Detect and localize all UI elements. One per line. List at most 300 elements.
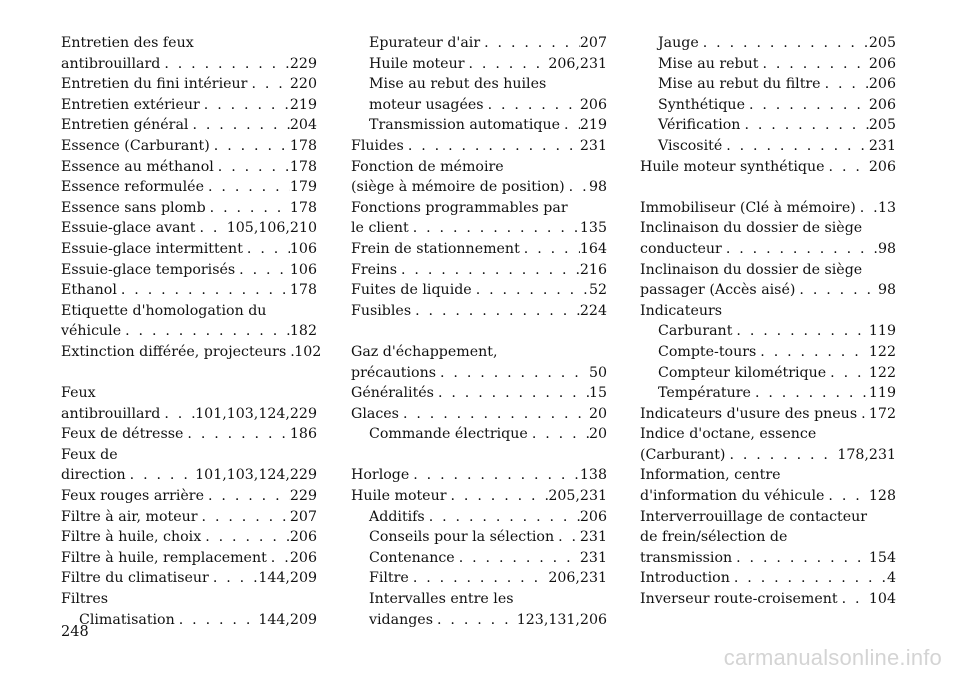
index-page-ref: 164	[579, 240, 607, 257]
index-page-ref: 15	[588, 385, 607, 402]
index-entry	[640, 54, 896, 75]
dot-leader	[732, 321, 869, 342]
dot-leader	[198, 507, 290, 528]
index-column-3	[640, 33, 896, 610]
index-term: Commande électrique	[369, 426, 528, 443]
index-page-ref: 105,106,210	[226, 220, 317, 237]
index-term: Essuie-glace avant	[61, 220, 196, 237]
index-page-ref: 119	[868, 323, 896, 340]
index-page-ref: 206	[579, 508, 607, 525]
index-page-ref: 13	[877, 199, 896, 216]
index-entry	[640, 301, 896, 322]
index-entry	[351, 177, 607, 198]
dot-leader	[725, 445, 837, 466]
dot-leader	[399, 404, 589, 425]
index-term: d'information du véhicule	[640, 488, 825, 505]
dot-leader	[740, 115, 868, 136]
index-term: Essence (Carburant)	[61, 137, 210, 154]
index-entry	[351, 260, 607, 281]
index-entry	[640, 424, 896, 445]
index-term: Compte-tours	[658, 343, 757, 360]
index-term: Additifs	[369, 508, 425, 525]
index-entry	[61, 321, 317, 342]
index-page-ref: 206	[868, 96, 896, 113]
index-entry	[61, 280, 317, 301]
index-column-2	[351, 33, 607, 630]
index-term: Entretien extérieur	[61, 96, 200, 113]
dot-leader	[201, 527, 290, 548]
index-entry	[351, 363, 607, 384]
index-page-ref: 144,209	[258, 570, 317, 587]
dot-leader	[826, 363, 869, 384]
index-entry	[351, 445, 607, 466]
dot-leader	[214, 157, 290, 178]
index-page-ref: 122	[868, 343, 896, 360]
index-page-ref: 122	[868, 364, 896, 381]
index-entry	[61, 177, 317, 198]
index-entry	[640, 198, 896, 219]
index-page-ref: 186	[289, 426, 317, 443]
index-term: Feux de détresse	[61, 426, 184, 443]
index-page-ref: 123,131,206	[516, 611, 607, 628]
index-entry	[351, 404, 607, 425]
index-term: Huile moteur synthétique	[640, 158, 825, 175]
index-entry	[61, 445, 317, 466]
dot-leader	[397, 260, 580, 281]
dot-leader	[821, 74, 869, 95]
index-term: Introduction	[640, 570, 730, 587]
index-page-ref: 206	[289, 549, 317, 566]
dot-leader	[204, 486, 290, 507]
index-term: Jauge	[658, 35, 699, 51]
index-page-ref: 119	[868, 385, 896, 402]
index-entry	[640, 157, 896, 178]
index-term: vidanges	[369, 611, 433, 628]
index-term: Mise au rebut	[658, 55, 759, 72]
index-term: Inclinaison du dossier de siège	[640, 261, 863, 278]
index-entry	[640, 404, 896, 425]
index-entry	[351, 54, 607, 75]
index-entry	[640, 445, 896, 466]
index-term: Extinction différée, projecteurs	[61, 343, 287, 360]
index-page-ref: 206	[868, 158, 896, 175]
index-entry	[640, 218, 896, 239]
index-term: véhicule	[61, 323, 122, 340]
index-entry	[351, 383, 607, 404]
index-term: Indicateurs	[640, 302, 723, 319]
dot-leader	[409, 218, 580, 239]
dot-leader	[175, 610, 259, 631]
index-entry	[61, 507, 317, 528]
index-term: Essuie-glace temporisés	[61, 261, 236, 278]
dot-leader	[411, 301, 580, 322]
index-term: Filtre	[369, 570, 409, 587]
index-page-ref: 220	[289, 76, 317, 93]
index-entry	[351, 33, 607, 54]
index-term: Horloge	[351, 467, 410, 484]
index-page-ref: 144,209	[258, 611, 317, 628]
index-page-ref: 98	[588, 179, 607, 196]
index-entry	[61, 527, 317, 548]
dot-leader	[200, 95, 290, 116]
index-entry	[61, 136, 317, 157]
index-term: moteur usagées	[369, 96, 484, 113]
index-entry	[61, 74, 317, 95]
index-term: Epurateur d'air	[369, 35, 481, 51]
index-entry	[640, 363, 896, 384]
dot-leader	[465, 54, 549, 75]
dot-leader	[857, 404, 869, 425]
index-entry	[61, 54, 317, 75]
dot-leader	[758, 54, 868, 75]
index-term: antibrouillard	[61, 405, 161, 422]
index-term: Vérification	[658, 117, 741, 134]
index-term: Essence reformulée	[61, 179, 204, 196]
index-page-ref: 178	[289, 158, 317, 175]
index-term: (siège à mémoire de position)	[351, 179, 565, 196]
index-term: passager (Accès aisé)	[640, 282, 796, 299]
index-page-ref: 231	[579, 549, 607, 566]
index-entry	[640, 383, 896, 404]
index-page-ref: 206	[868, 55, 896, 72]
index-page-ref: 229	[289, 55, 317, 72]
dot-leader	[126, 465, 195, 486]
index-entry	[61, 486, 317, 507]
index-page-ref: 50	[588, 364, 607, 381]
index-entry	[351, 198, 607, 219]
index-column-1	[61, 33, 322, 630]
dot-leader	[117, 280, 290, 301]
index-term: Fuites de liquide	[351, 282, 472, 299]
index-term: Entretien général	[61, 117, 189, 134]
index-entry	[61, 198, 317, 219]
index-page-ref: 4	[886, 570, 896, 587]
index-page-ref: 98	[877, 282, 896, 299]
index-page-ref: 206,231	[548, 570, 607, 587]
index-page-ref: 106	[289, 240, 317, 257]
index-term: Feux	[61, 385, 96, 402]
index-term: Gaz d'échappement,	[351, 343, 498, 360]
index-term: Synthétique	[658, 96, 745, 113]
dot-leader	[235, 260, 290, 281]
index-page-ref: 178,231	[837, 446, 896, 463]
index-entry	[351, 486, 607, 507]
index-entry	[351, 568, 607, 589]
index-entry	[61, 424, 317, 445]
dot-leader	[121, 321, 290, 342]
index-page-ref: 182	[289, 323, 317, 340]
index-page-ref: 206	[868, 76, 896, 93]
index-term: Indice d'octane, essence	[640, 426, 817, 443]
index-page-ref: 224	[579, 302, 607, 319]
index-entry	[61, 33, 317, 54]
index-page-ref: 154	[868, 549, 896, 566]
index-page-ref: 205	[868, 35, 896, 51]
dot-leader	[455, 548, 580, 569]
index-page-ref: 101,103,124,229	[195, 467, 317, 484]
dot-leader	[838, 589, 869, 610]
index-term: Essence sans plomb	[61, 199, 206, 216]
index-page-ref: 135	[579, 220, 607, 237]
index-term: Immobiliseur (Clé à mémoire)	[640, 199, 856, 216]
dot-leader	[409, 568, 549, 589]
dot-leader	[756, 342, 869, 363]
dot-leader	[204, 177, 290, 198]
index-term: Inclinaison du dossier de siège	[640, 220, 863, 237]
index-page-ref: 204	[289, 117, 317, 134]
index-term: Frein de stationnement	[351, 240, 520, 257]
dot-leader	[247, 74, 289, 95]
index-page-ref: 102	[294, 343, 322, 360]
index-page-ref: 206	[579, 96, 607, 113]
index-entry	[351, 218, 607, 239]
index-entry	[640, 527, 896, 548]
index-term: Fluides	[351, 137, 404, 154]
dot-leader	[699, 33, 869, 54]
index-term: Freins	[351, 261, 397, 278]
dot-leader	[434, 383, 589, 404]
dot-leader	[472, 280, 589, 301]
index-entry	[351, 280, 607, 301]
index-entry	[351, 301, 607, 322]
index-term: conducteur	[640, 240, 722, 257]
index-entry	[640, 507, 896, 528]
index-page-ref: 231	[579, 529, 607, 546]
index-page-ref: 205	[868, 117, 896, 134]
index-term: Feux de	[61, 446, 118, 463]
index-entry	[351, 548, 607, 569]
index-term: transmission	[640, 549, 733, 566]
index-entry	[351, 589, 607, 610]
index-term: Fonctions programmables par	[351, 199, 568, 216]
index-entry	[61, 404, 317, 425]
index-page-ref: 178	[289, 282, 317, 299]
index-entry	[61, 548, 317, 569]
index-page-ref: 52	[588, 282, 607, 299]
index-page-ref: 229	[289, 488, 317, 505]
index-entry	[61, 568, 317, 589]
index-page-ref: 138	[579, 467, 607, 484]
index-entry	[351, 157, 607, 178]
index-entry	[351, 95, 607, 116]
dot-leader	[484, 95, 580, 116]
index-term: Filtre du climatiseur	[61, 570, 209, 587]
site-watermark: carmanualsonline.info	[723, 645, 942, 670]
page-number: 248	[61, 624, 89, 640]
dot-leader	[188, 115, 289, 136]
index-page-ref: 20	[588, 405, 607, 422]
index-entry	[351, 321, 607, 342]
index-page-ref: 172	[868, 405, 896, 422]
index-term: (Carburant)	[640, 446, 726, 463]
dot-leader	[528, 424, 589, 445]
index-page-ref: 231	[868, 137, 896, 154]
index-term: Inverseur route-croisement	[640, 591, 838, 608]
index-page-ref: 231	[579, 137, 607, 154]
index-entry	[640, 465, 896, 486]
index-term: précautions	[351, 364, 437, 381]
dot-leader	[730, 568, 887, 589]
dot-leader	[565, 177, 589, 198]
index-page-ref: 98	[877, 240, 896, 257]
index-entry	[61, 342, 322, 363]
index-entry	[61, 589, 317, 610]
index-entry	[61, 115, 317, 136]
dot-leader	[160, 404, 195, 425]
index-entry	[640, 321, 896, 342]
index-term: Huile moteur	[351, 488, 447, 505]
index-entry	[640, 280, 896, 301]
dot-leader	[745, 95, 869, 116]
dot-leader	[267, 548, 290, 569]
index-entry	[640, 548, 896, 569]
index-entry	[61, 239, 317, 260]
index-entry	[351, 136, 607, 157]
index-term: Filtre à huile, remplacement	[61, 549, 267, 566]
index-entry	[640, 589, 896, 610]
dot-leader	[210, 136, 290, 157]
index-term: Etiquette d'homologation du	[61, 302, 267, 319]
index-entry	[61, 610, 317, 631]
dot-leader	[433, 610, 517, 631]
index-page-ref: 206	[289, 529, 317, 546]
index-entry	[61, 465, 317, 486]
dot-leader	[554, 527, 580, 548]
index-term: Entretien des feux	[61, 35, 194, 51]
index-entry	[640, 95, 896, 116]
index-term: Conseils pour la sélection	[369, 529, 555, 546]
index-term: Essuie-glace intermittent	[61, 240, 243, 257]
dot-leader	[436, 363, 589, 384]
index-page-ref: 106	[289, 261, 317, 278]
index-term: Indicateurs d'usure des pneus	[640, 405, 858, 422]
index-term: Mise au rebut du filtre	[658, 76, 821, 93]
dot-leader	[520, 239, 580, 260]
index-entry	[640, 136, 896, 157]
index-term: Essence au méthanol	[61, 158, 214, 175]
index-page-ref: 219	[289, 96, 317, 113]
index-term: Huile moteur	[369, 55, 465, 72]
index-term: Fonction de mémoire	[351, 158, 504, 175]
index-page-ref: 219	[579, 117, 607, 134]
index-entry	[351, 507, 607, 528]
index-page-ref: 178	[289, 137, 317, 154]
index-page-ref: 101,103,124,229	[195, 405, 317, 422]
dot-leader	[722, 239, 878, 260]
index-term: Intervalles entre les	[369, 591, 514, 608]
dot-leader	[404, 136, 580, 157]
dot-leader	[480, 33, 580, 54]
dot-leader	[824, 486, 869, 507]
dot-leader	[751, 383, 869, 404]
index-term: Glaces	[351, 405, 399, 422]
dot-leader	[183, 424, 289, 445]
index-term: le client	[351, 220, 409, 237]
dot-leader	[195, 218, 226, 239]
index-entry	[640, 260, 896, 281]
index-page-ref: 178	[289, 199, 317, 216]
index-page-ref: 206,231	[548, 55, 607, 72]
index-term: Fusibles	[351, 302, 412, 319]
index-term: Filtre à huile, choix	[61, 529, 202, 546]
dot-leader	[447, 486, 549, 507]
dot-leader	[795, 280, 878, 301]
index-entry	[640, 177, 896, 198]
index-term: Ethanol	[61, 282, 117, 299]
index-term: Filtre à air, moteur	[61, 508, 198, 525]
index-entry	[640, 239, 896, 260]
index-entry	[61, 363, 317, 384]
index-entry	[351, 342, 607, 363]
index-page-ref: 20	[588, 426, 607, 443]
index-term: direction	[61, 467, 126, 484]
index-entry	[640, 568, 896, 589]
index-term: Contenance	[369, 549, 455, 566]
dot-leader	[560, 115, 580, 136]
index-entry	[61, 383, 317, 404]
index-page-ref: 128	[868, 488, 896, 505]
index-page-ref: 216	[579, 261, 607, 278]
dot-leader	[722, 136, 869, 157]
index-entry	[351, 115, 607, 136]
dot-leader	[286, 342, 294, 363]
index-term: Feux rouges arrière	[61, 488, 204, 505]
dot-leader	[209, 568, 259, 589]
index-term: Généralités	[351, 385, 434, 402]
index-entry	[61, 260, 317, 281]
index-entry	[61, 301, 317, 322]
index-entry	[640, 115, 896, 136]
index-term: Interverrouillage de contacteur	[640, 508, 868, 525]
index-entry	[351, 527, 607, 548]
index-page-ref: 207	[289, 508, 317, 525]
index-term: Transmission automatique	[369, 117, 561, 134]
index-entry	[61, 157, 317, 178]
dot-leader	[409, 465, 580, 486]
index-term: Compteur kilométrique	[658, 364, 827, 381]
index-entry	[640, 33, 896, 54]
dot-leader	[243, 239, 290, 260]
index-term: Carburant	[658, 323, 733, 340]
index-entry	[640, 486, 896, 507]
index-page-ref: 104	[868, 591, 896, 608]
dot-leader	[206, 198, 290, 219]
index-term: Entretien du fini intérieur	[61, 76, 248, 93]
index-entry	[351, 424, 607, 445]
index-term: Température	[658, 385, 751, 402]
index-page-ref: 207	[579, 35, 607, 51]
dot-leader	[425, 507, 580, 528]
index-entry	[351, 465, 607, 486]
index-entry	[351, 239, 607, 260]
index-term: Viscosité	[658, 137, 723, 154]
dot-leader	[732, 548, 869, 569]
index-term: Climatisation	[79, 611, 175, 628]
index-term: Filtres	[61, 591, 109, 608]
dot-leader	[856, 198, 878, 219]
index-term: de frein/sélection de	[640, 529, 788, 546]
index-entry	[61, 218, 317, 239]
index-entry	[61, 95, 317, 116]
index-page-ref: 205,231	[548, 488, 607, 505]
dot-leader	[160, 54, 290, 75]
dot-leader	[825, 157, 869, 178]
index-term: antibrouillard	[61, 55, 161, 72]
index-page-ref: 179	[289, 179, 317, 196]
index-entry	[351, 74, 607, 95]
index-term: Information, centre	[640, 467, 781, 484]
index-entry	[351, 610, 607, 631]
